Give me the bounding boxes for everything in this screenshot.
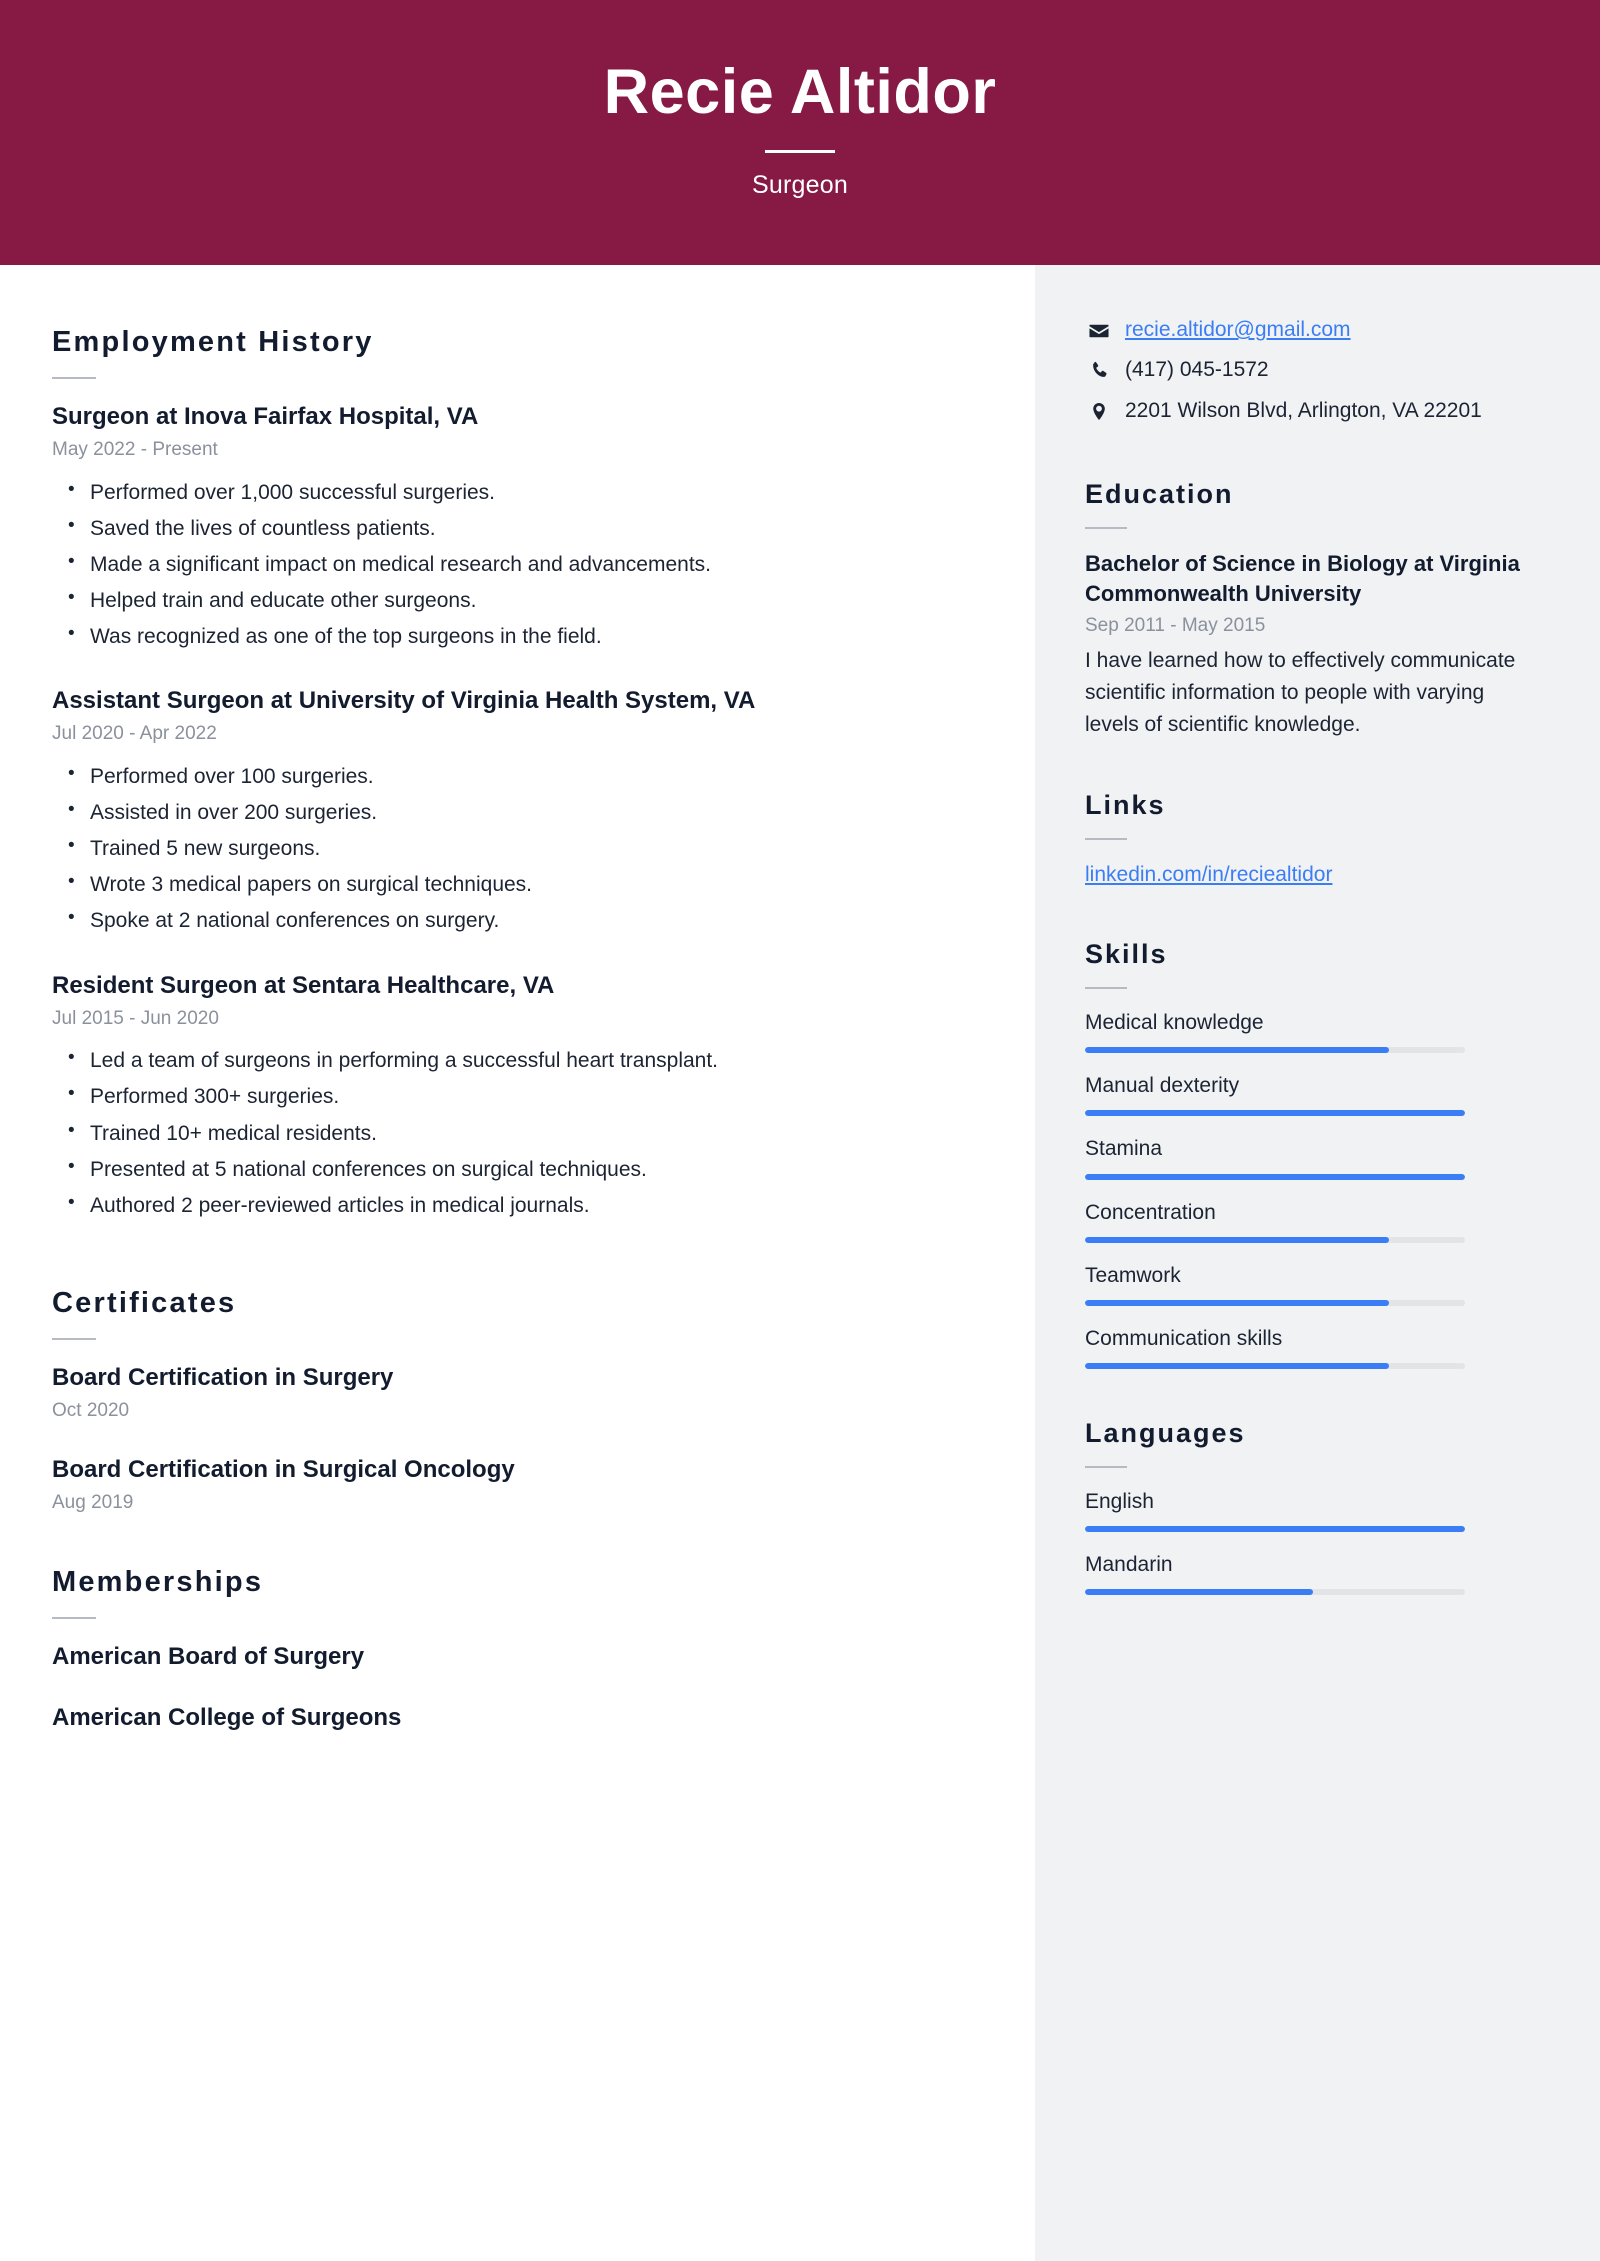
heading-divider — [52, 1338, 96, 1340]
list-item: • Trained 10+ medical residents. — [90, 1116, 975, 1152]
skill-label: Stamina — [1085, 1137, 1163, 1161]
employment-entry-date: Jul 2020 - Apr 2022 — [52, 723, 217, 745]
certificate-title: Board Certification in Surgery — [52, 1363, 394, 1391]
employment-entry — [52, 401, 975, 655]
language-item — [1085, 1551, 1540, 1595]
job-title: Surgeon — [752, 170, 848, 199]
skill-progress-fill — [1085, 1237, 1389, 1243]
membership-title: American Board of Surgery — [52, 1643, 365, 1671]
language-label: English — [1085, 1489, 1154, 1513]
skill-label: Communication skills — [1085, 1327, 1283, 1351]
heading-divider — [1085, 1466, 1127, 1468]
list-item: • Made a significant impact on medical research and advancements. — [90, 547, 975, 583]
skill-label: Manual dexterity — [1085, 1073, 1240, 1097]
section-heading-links: Links — [1085, 790, 1166, 821]
spacer — [1085, 741, 1540, 789]
skill-label: Concentration — [1085, 1200, 1216, 1224]
certificate-date: Aug 2019 — [52, 1491, 134, 1513]
contact-address-row — [1085, 396, 1540, 426]
list-item: • Saved the lives of countless patients. — [90, 511, 975, 547]
skill-progress-fill — [1085, 1174, 1465, 1180]
section-certificates — [52, 1286, 975, 1515]
list-item: • Performed over 100 surgeries. — [90, 759, 975, 795]
skill-item — [1085, 1199, 1540, 1243]
skill-item — [1085, 1009, 1540, 1053]
list-item: • Performed 300+ surgeries. — [90, 1079, 975, 1115]
membership-entry — [52, 1702, 975, 1733]
skill-item — [1085, 1072, 1540, 1116]
page-title: Recie Altidor — [603, 57, 997, 128]
employment-entry-date: May 2022 - Present — [52, 438, 218, 460]
email-link[interactable]: recie.altidor@gmail.com — [1125, 318, 1351, 341]
phone-number: (417) 045-1572 — [1125, 358, 1269, 382]
list-item: • Spoke at 2 national conferences on surgery. — [90, 903, 975, 939]
list-item: • Assisted in over 200 surgeries. — [90, 795, 975, 831]
address-text: 2201 Wilson Blvd, Arlington, VA 22201 — [1125, 398, 1482, 422]
employment-entry — [52, 685, 975, 939]
employment-entry — [52, 970, 975, 1224]
employment-entry-title: Assistant Surgeon at University of Virginia Health System, VA — [52, 687, 756, 715]
section-education — [1085, 478, 1540, 741]
contact-email-row[interactable] — [1085, 315, 1540, 345]
skill-item — [1085, 1262, 1540, 1306]
education-entry — [1085, 549, 1540, 742]
section-heading-memberships: Memberships — [52, 1566, 264, 1599]
list-item: • Presented at 5 national conferences on surgical techniques. — [90, 1152, 975, 1188]
skill-progress-fill — [1085, 1047, 1389, 1053]
section-memberships — [52, 1565, 975, 1733]
contact-details — [1085, 315, 1540, 426]
heading-divider — [1085, 987, 1127, 989]
certificate-entry — [52, 1362, 975, 1424]
skill-progress-track — [1085, 1174, 1465, 1180]
employment-entry-date: Jul 2015 - Jun 2020 — [52, 1007, 219, 1029]
phone-icon — [1085, 355, 1113, 381]
certificate-date: Oct 2020 — [52, 1399, 130, 1421]
map-pin-icon — [1085, 396, 1113, 422]
spacer — [1085, 890, 1540, 938]
section-heading-education: Education — [1085, 479, 1234, 510]
heading-divider — [1085, 838, 1127, 840]
employment-entry-title: Surgeon at Inova Fairfax Hospital, VA — [52, 402, 479, 430]
employment-entry-bullets — [52, 759, 975, 940]
membership-entry — [52, 1641, 975, 1672]
heading-divider — [52, 1617, 96, 1619]
language-progress-track — [1085, 1589, 1465, 1595]
employment-entry-bullets — [52, 475, 975, 656]
list-item: • Performed over 1,000 successful surgeries. — [90, 475, 975, 511]
certificate-title: Board Certification in Surgical Oncology — [52, 1455, 515, 1483]
skill-progress-track — [1085, 1300, 1465, 1306]
list-item: • Was recognized as one of the top surgeons in the field. — [90, 619, 975, 655]
heading-divider — [52, 377, 96, 379]
education-title: Bachelor of Science in Biology at Virginia Commonwealth University — [1085, 550, 1520, 607]
skill-item — [1085, 1135, 1540, 1179]
header-divider — [765, 150, 835, 153]
spacer — [52, 1515, 975, 1565]
membership-title: American College of Surgeons — [52, 1704, 402, 1732]
list-item: • Helped train and educate other surgeons. — [90, 583, 975, 619]
skill-label: Teamwork — [1085, 1263, 1181, 1287]
spacer — [52, 1224, 975, 1286]
list-item: • Wrote 3 medical papers on surgical techniques. — [90, 867, 975, 903]
language-progress-fill — [1085, 1526, 1465, 1532]
linkedin-link[interactable]: linkedin.com/in/reciealtidor — [1085, 862, 1333, 886]
skill-progress-track — [1085, 1110, 1465, 1116]
sidebar-column — [1035, 265, 1600, 2261]
contact-phone-row — [1085, 355, 1540, 385]
section-heading-languages: Languages — [1085, 1418, 1246, 1449]
skill-label: Medical knowledge — [1085, 1010, 1264, 1034]
language-label: Mandarin — [1085, 1553, 1173, 1577]
section-languages — [1085, 1417, 1540, 1595]
employment-entry-bullets — [52, 1043, 975, 1224]
section-heading-skills: Skills — [1085, 939, 1168, 970]
education-description: I have learned how to effectively communicate scientific information to people with varying levels of scientific knowledge. — [1085, 649, 1516, 737]
spacer — [1085, 1369, 1540, 1417]
skill-progress-fill — [1085, 1300, 1389, 1306]
list-item: • Authored 2 peer-reviewed articles in medical journals. — [90, 1188, 975, 1224]
section-links — [1085, 789, 1540, 890]
skill-item — [1085, 1325, 1540, 1369]
skill-progress-fill — [1085, 1110, 1465, 1116]
resume-header — [0, 0, 1600, 265]
employment-entry-title: Resident Surgeon at Sentara Healthcare, VA — [52, 971, 555, 999]
section-heading-employment: Employment History — [52, 326, 374, 358]
list-item: • Trained 5 new surgeons. — [90, 831, 975, 867]
skill-progress-track — [1085, 1047, 1465, 1053]
certificate-entry — [52, 1454, 975, 1516]
language-item — [1085, 1488, 1540, 1532]
section-heading-certificates: Certificates — [52, 1286, 237, 1319]
resume-body — [0, 265, 1600, 2261]
education-date: Sep 2011 - May 2015 — [1085, 615, 1266, 637]
main-column — [0, 265, 1035, 2261]
envelope-icon — [1085, 315, 1113, 342]
language-progress-track — [1085, 1526, 1465, 1532]
skill-progress-track — [1085, 1237, 1465, 1243]
heading-divider — [1085, 527, 1127, 529]
language-progress-fill — [1085, 1589, 1313, 1595]
list-item: • Led a team of surgeons in performing a successful heart transplant. — [90, 1043, 975, 1079]
section-employment-history — [52, 325, 975, 1224]
section-skills — [1085, 938, 1540, 1369]
